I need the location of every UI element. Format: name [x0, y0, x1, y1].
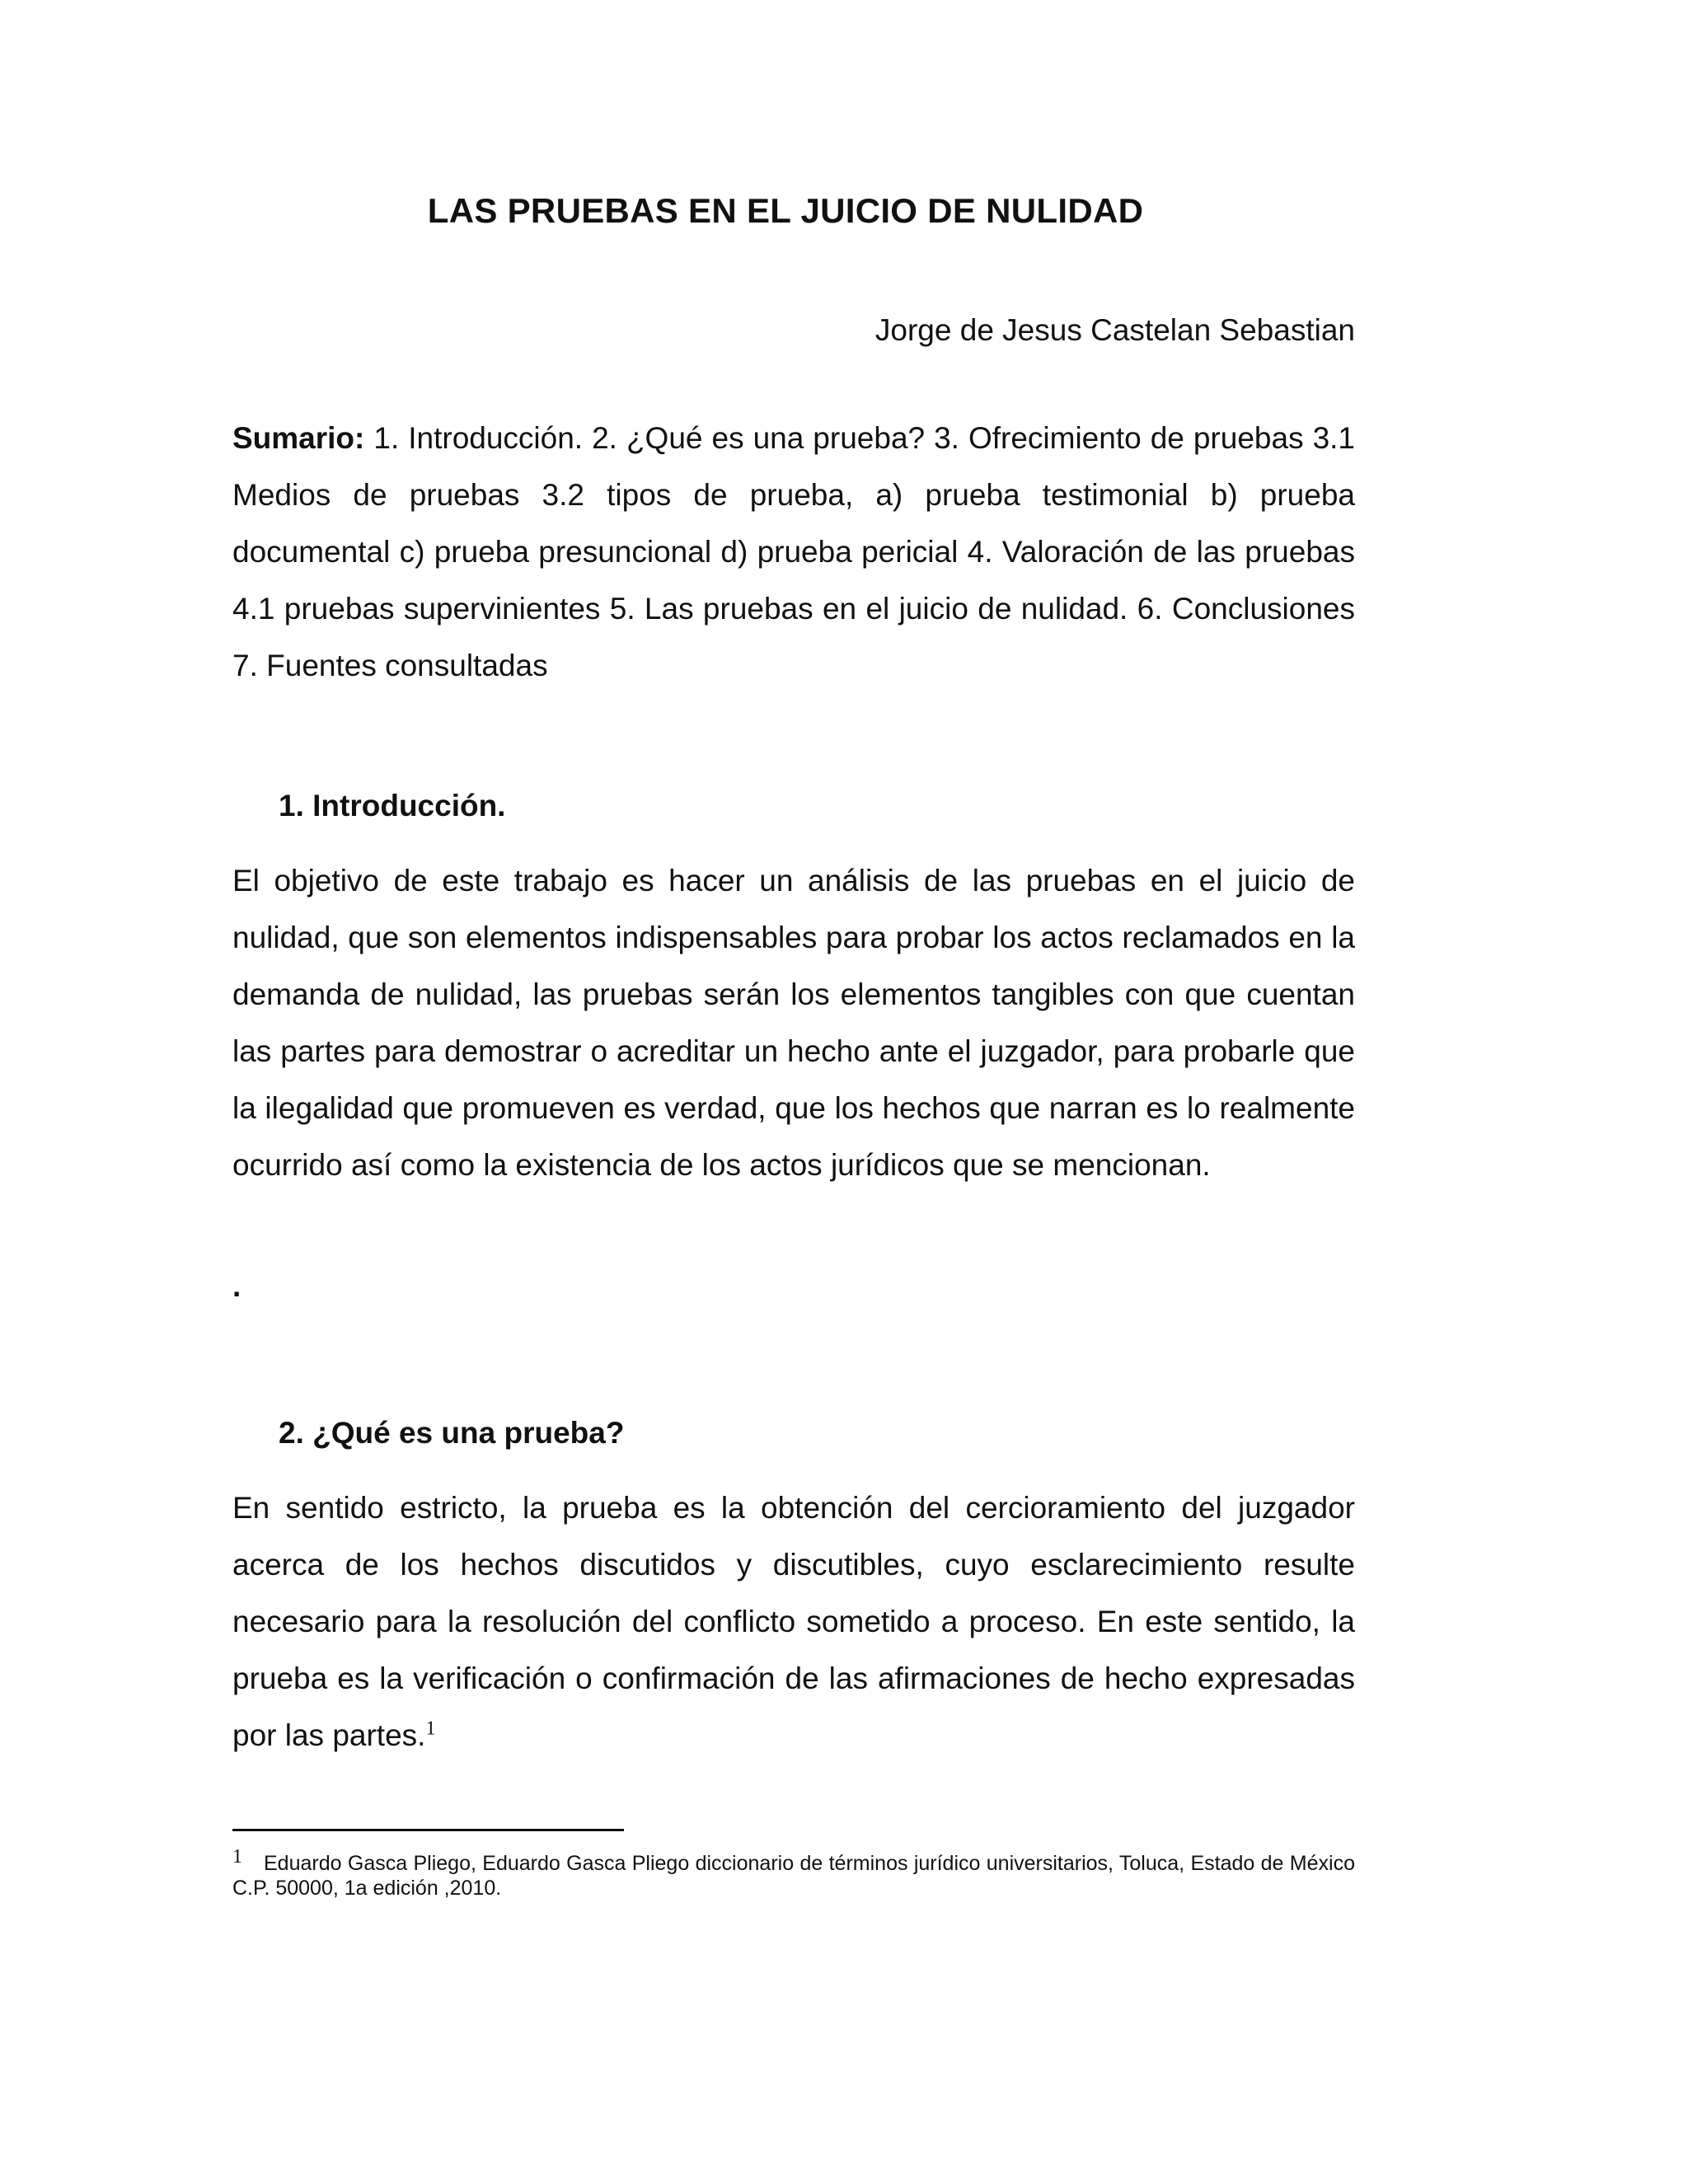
footnote-divider: [232, 1829, 624, 1831]
footnote-reference[interactable]: 1: [425, 1718, 436, 1740]
section-body-introduccion: El objetivo de este trabajo es hacer un análisis de las pruebas en el juicio de nulidad, que son elementos indispensables para probar los actos reclamados en la demanda de nulidad, las pruebas serán los elementos tangibles con que cuentan las partes para demostrar o acreditar un hecho ante el juzgador, para probarle que la ilegalidad que promueven es verdad, que los hechos que narran es lo realmente ocurrido así como la existencia de los actos jurídicos que se mencionan.: [232, 864, 1355, 1182]
document-page: [232, 0, 1355, 2184]
sumario-text: 1. Introducción. 2. ¿Qué es una prueba? 3. Ofrecimiento de pruebas 3.1 Medios de pruebas 3.2 tipos de prueba, a) prueba testimonial b) prueba documental c) prueba presuncional d) prueba pericial 4. Valoración de las pruebas 4.1 pruebas supervinientes 5. Las pruebas en el juicio de nulidad. 6. Conclusiones 7. Fuentes consultadas: [232, 421, 1356, 682]
document-title-text: LAS PRUEBAS EN EL JUICIO DE NULIDAD: [427, 191, 1144, 230]
section-body-que-es-prueba: [232, 1479, 1355, 1764]
document-title: [232, 191, 1355, 231]
sumario-paragraph: [232, 410, 1355, 694]
footnote-number: 1: [232, 1845, 242, 1868]
section-heading-que-es-prueba: 2. ¿Qué es una prueba?: [279, 1416, 625, 1450]
section-heading-introduccion: 1. Introducción.: [279, 789, 506, 823]
author-name: Jorge de Jesus Castelan Sebastian: [874, 313, 1355, 347]
stray-dot: .: [232, 1269, 241, 1303]
sumario-label: Sumario:: [232, 421, 365, 455]
footnote: [232, 1845, 1355, 1900]
section-body-que-es-prueba-text: En sentido estricto, la prueba es la obtención del cercioramiento del juzgador acerca de los hechos discutidos y discutibles, cuyo esclarecimiento resulte necesario para la resolución del conflicto sometido a proceso. En este sentido, la prueba es la verificación o confirmación de las afirmaciones de hecho expresadas por las partes.: [232, 1491, 1355, 1752]
footnote-text: Eduardo Gasca Pliego, Eduardo Gasca Pliego diccionario de términos jurídico universitarios, Toluca, Estado de México C.P. 50000, 1a edición ,2010.: [232, 1852, 1355, 1900]
